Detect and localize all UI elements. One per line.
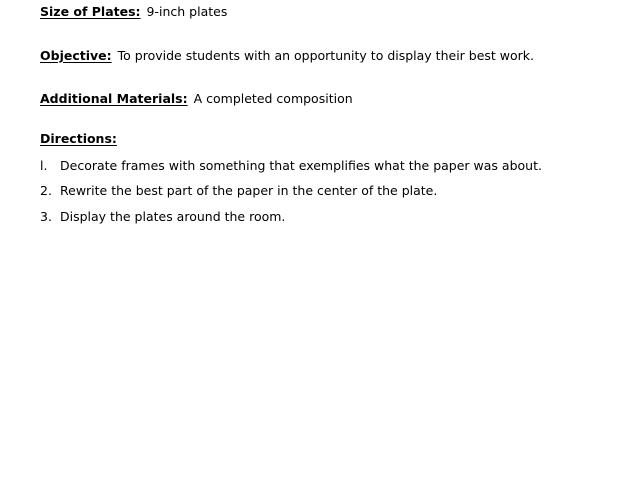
document-content — [40, 4, 609, 234]
list-item-text: Decorate frames with something that exemplifies what the paper was about. — [60, 157, 542, 173]
field-label-objective: Objective: — [40, 47, 112, 63]
directions-heading — [40, 131, 609, 147]
field-objective — [40, 48, 609, 64]
field-value-objective: To provide students with an opportunity to display their best work. — [117, 47, 535, 63]
field-label-size-of-plates: Size of Plates: — [40, 4, 141, 19]
directions-list — [40, 158, 609, 225]
list-item-number: 2. — [40, 183, 52, 199]
field-value-size-of-plates: 9-inch plates — [146, 4, 228, 19]
spacer-1 — [40, 20, 609, 48]
list-item-text: Display the plates around the room. — [60, 208, 286, 224]
field-value-additional-materials: A completed composition — [193, 91, 353, 107]
list-item — [40, 158, 609, 174]
field-additional-materials — [40, 91, 609, 107]
spacer-3 — [40, 107, 609, 131]
field-size-of-plates — [40, 4, 609, 20]
directions-heading-label: Directions: — [40, 130, 117, 146]
list-item-number: 3. — [40, 208, 52, 224]
list-item-number: l. — [40, 157, 48, 173]
list-item — [40, 209, 609, 225]
list-item — [40, 183, 609, 199]
list-item-text: Rewrite the best part of the paper in the center of the plate. — [60, 183, 438, 199]
spacer-2 — [40, 63, 609, 91]
field-label-additional-materials: Additional Materials: — [40, 91, 188, 107]
